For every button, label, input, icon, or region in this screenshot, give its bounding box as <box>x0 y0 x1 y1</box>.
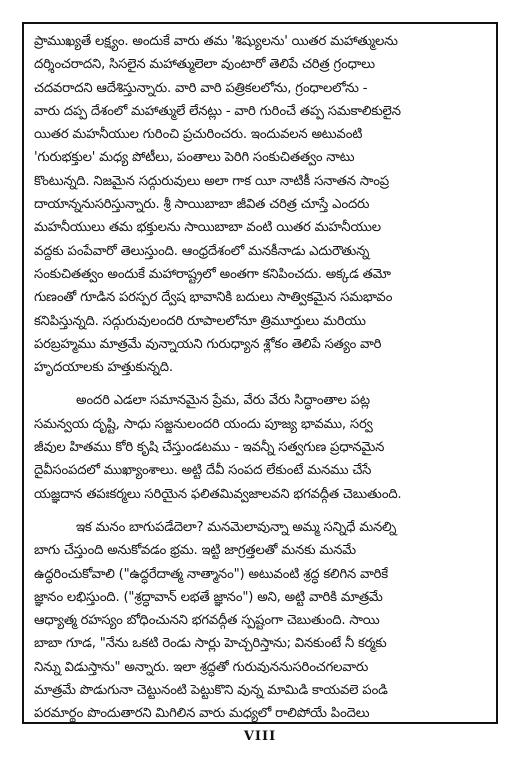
text-line: అందరి ఎడలా సమానమైన ప్రేమ, వేరు వేరు సిద్ధాంతాల పట్ల <box>76 393 370 409</box>
paragraph-2 <box>34 389 488 505</box>
text-line: 'గురుభక్తుల' మధ్య పోటీలు, పంతాలు పెరిగి సంకుచితత్వం నాటు <box>34 150 355 166</box>
text-line: సమన్వయ దృష్టి, సాధు సజ్జనులందరి యందు పూజ్య భావము, సర్వ <box>34 416 373 432</box>
text-line: జీవుల హితము కోరి కృషి చేస్తుండటము - ఇవన్నీ సత్వగుణ ప్రధానమైన <box>34 440 385 456</box>
text-line: మహనీయులు తమ భక్తులను సాయిబాబా వంటి యితర మహనీయుల <box>34 220 381 236</box>
text-line: ఆధ్యాత్మ రహస్యం బోధించునని భగవద్గీత స్పష్టంగా చెబుతుంది. సాయి <box>34 613 380 629</box>
text-line: దర్శించరాదని, సిసలైన మహాత్ములెలా వుంటారో తెలిపే చరిత్ర గ్రంధాలు <box>34 57 375 73</box>
text-line: వద్దకు పంపేవారో తెలుస్తుంది. ఆంధ్రదేశంలో మనకీనాడు ఎదురౌతున్న <box>34 243 370 259</box>
text-line: బాబా గూడ, "నేను ఒకటి రెండు సార్లు హెచ్చరిస్తాను; వినకుంటే నీ కర్మకు <box>34 636 387 652</box>
text-line: ప్రాముఖ్యతే లక్ష్యం. అందుకే వారు తమ 'శిష్యులను' యితర మహాత్ములను <box>34 34 398 49</box>
text-line: గుణంతో గూడిన పరస్పర ద్వేష భావానికి బదులు సాత్వికమైన సమభావం <box>34 290 393 306</box>
text-line: కనిపిస్తున్నది. సద్గురువులందరి రూపాలలోనూ త్రిమూర్తులు మరియు <box>34 313 366 329</box>
text-line: ఉద్ధరించుకోవాలి ("ఉద్ధరేదాత్మ నాత్మానం") అటువంటి శ్రద్ధ కలిగిన వారికే <box>34 566 388 582</box>
page-number: VIII <box>243 729 277 744</box>
page-text-frame <box>22 22 498 724</box>
text-line: కొంటున్నది. నిజమైన సద్గురువులు అలా గాక యీ నాటికీ సనాతన సాంప్ర <box>34 173 389 189</box>
text-line: మాత్రమే పొడుగునా చెట్టునంటి పెట్టుకొని వున్న మామిడి కాయవలె పండి <box>34 683 388 699</box>
text-line: పరమార్థం పొందుతారని మిగిలిన వారు మధ్యలో రాలిపోయే పిందెలు <box>34 706 370 722</box>
text-line: పరబ్రహ్మము మాత్రమే వున్నాయని గురుధ్యాన శ్లోకం తెలిపే సత్యం వారి <box>34 336 382 352</box>
text-line: నిన్ను విడుస్తాను" అన్నారు. ఇలా శ్రద్ధతో గురువుననుసరించగలవారు <box>34 659 369 675</box>
text-line: వారు దప్ప దేశంలో మహాత్ములే లేనట్లు - వారి గురించే తప్ప సమకాలికులైన <box>34 103 401 119</box>
text-line: చదవరాదని ఆదేశిస్తున్నారు. వారి వారి పత్రికలలోను, గ్రంధాలలోను - <box>34 80 368 96</box>
text-line: హృదయాలకు హత్తుకున్నది. <box>34 360 173 376</box>
text-line: బాగు చేస్తుంది అనుకోవడం భ్రమ. ఇట్టి జాగ్రత్తలతో మనకు మనమే <box>34 543 356 559</box>
text-line: సంకుచితత్వం అందుకే మహారాష్ట్రలో అంతగా కనిపించదు. అక్కడ తమో <box>34 266 391 282</box>
paragraph-3 <box>34 516 488 724</box>
text-line: ఇక మనం బాగుపడేదెలా? మనమెలావున్నా అమ్మ సన్నిధే మనల్ని <box>76 519 397 535</box>
text-line: దైవీసంపదలో ముఖ్యాంశాలు. అట్టి దేవీ సంపద లేకుంటే మనము చేసే <box>34 463 372 479</box>
text-line: జ్ఞానం లభిస్తుంది. ("శ్రద్ధావాన్ లభతే జ్ఞానం") అని, అట్టి వారికి మాత్రమే <box>34 589 383 605</box>
paragraph-1 <box>34 30 488 379</box>
text-line: దాయాన్ననుసరిస్తున్నారు. శ్రీ సాయిబాబా జీవిత చరిత్ర చూస్తే ఎందరు <box>34 197 370 213</box>
text-line: యజ్ఞదాన తపఃకర్మలు సరియైన ఫలితమివ్వజాలవని భగవద్గీత చెబుతుంది. <box>34 486 402 502</box>
text-line: యితర మహనీయుల గురించి ప్రచురించరు. ఇందువలన అటువంటి <box>34 127 363 143</box>
